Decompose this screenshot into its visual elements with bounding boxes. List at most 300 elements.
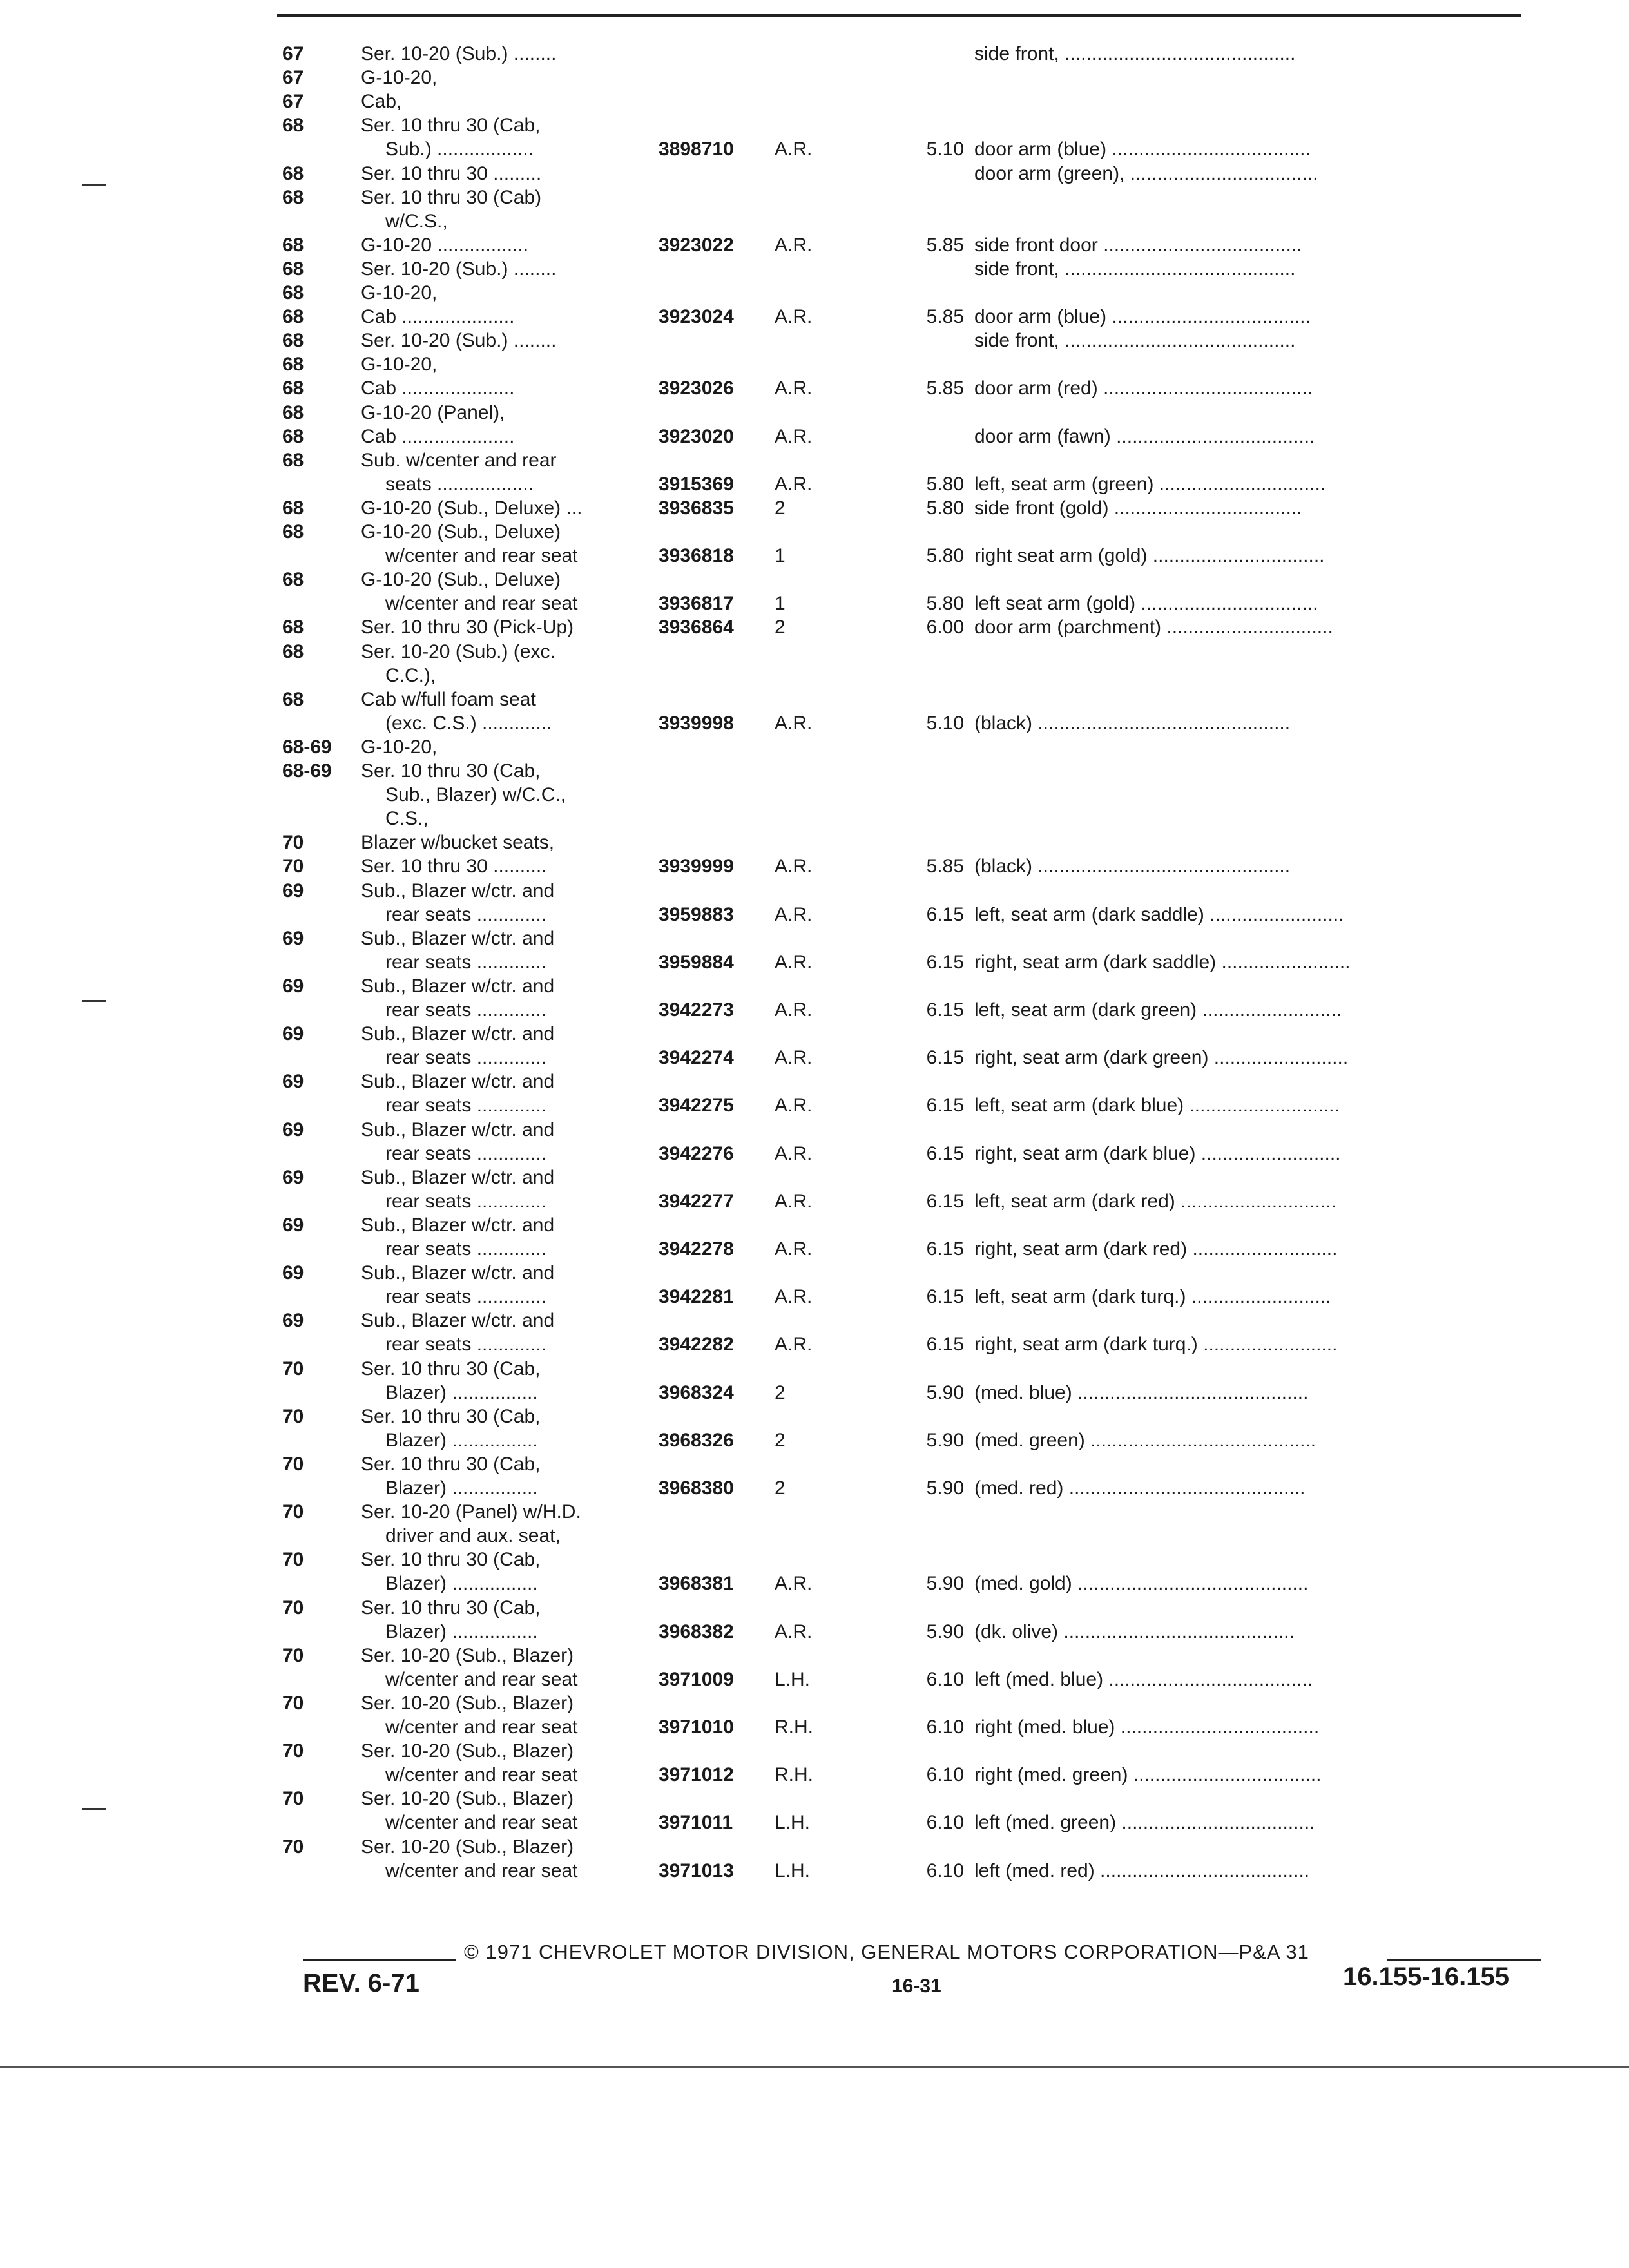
- description-cell: door arm (blue) .....................................: [974, 306, 1311, 328]
- model-cell: rear seats .............: [385, 1190, 547, 1212]
- parts-row: [277, 1475, 1540, 1501]
- year-cell: 68: [282, 258, 304, 280]
- parts-row: [277, 902, 1540, 928]
- model-cell: Ser. 10-20 (Sub., Blazer): [361, 1836, 574, 1858]
- part-number-cell: 3942274: [659, 1047, 734, 1069]
- parts-row: [277, 615, 1540, 640]
- parts-row: [277, 687, 1540, 713]
- model-cell: G-10-20 (Sub., Deluxe): [361, 569, 561, 591]
- quantity-cell: L.H.: [775, 1812, 811, 1834]
- quantity-cell: 1: [775, 593, 786, 615]
- parts-row: [277, 519, 1540, 545]
- description-cell: right (med. blue) .....................................: [974, 1716, 1320, 1738]
- price-cell: 6.15: [926, 903, 964, 925]
- parts-row: [277, 424, 1540, 450]
- model-cell: Sub., Blazer w/ctr. and: [361, 1071, 555, 1093]
- part-number-cell: 3968324: [659, 1381, 734, 1403]
- footer-rule-right: [1387, 1959, 1541, 1961]
- quantity-cell: A.R.: [775, 473, 813, 495]
- year-cell: 68: [282, 688, 304, 710]
- parts-row: [277, 567, 1540, 593]
- model-cell: (exc. C.S.) .............: [385, 712, 552, 734]
- parts-row: [277, 256, 1540, 282]
- model-cell: Blazer) ................: [385, 1477, 538, 1499]
- part-number-cell: 3968382: [659, 1620, 734, 1642]
- model-cell: G-10-20 (Sub., Deluxe) ...: [361, 497, 583, 519]
- description-cell: left, seat arm (dark saddle) .........................: [974, 903, 1344, 925]
- parts-row: [277, 400, 1540, 426]
- model-cell: Sub., Blazer w/ctr. and: [361, 927, 555, 949]
- part-number-cell: 3936835: [659, 497, 734, 519]
- description-cell: (dk. olive) ...........................................: [974, 1620, 1295, 1642]
- model-cell: Blazer) ................: [385, 1620, 538, 1642]
- model-cell: G-10-20 .................: [361, 234, 529, 256]
- year-cell: 68: [282, 330, 304, 352]
- margin-mark: [82, 1000, 106, 1002]
- quantity-cell: 2: [775, 1381, 786, 1403]
- parts-row: [277, 280, 1540, 306]
- description-cell: left, seat arm (dark red) .............................: [974, 1190, 1336, 1212]
- description-cell: door arm (green), ...................................: [974, 162, 1318, 184]
- year-cell: 70: [282, 1597, 304, 1619]
- model-cell: Ser. 10-20 (Sub., Blazer): [361, 1692, 574, 1714]
- parts-row: [277, 304, 1540, 330]
- bottom-rule: [0, 2066, 1629, 2068]
- quantity-cell: A.R.: [775, 425, 813, 447]
- model-cell: Ser. 10-20 (Sub., Blazer): [361, 1644, 574, 1666]
- part-number-cell: 3923022: [659, 234, 734, 256]
- year-cell: 68-69: [282, 736, 332, 758]
- page-number: 16-31: [892, 1975, 941, 1997]
- quantity-cell: R.H.: [775, 1764, 813, 1786]
- parts-row: [277, 1667, 1540, 1693]
- margin-mark: [82, 1808, 106, 1810]
- parts-row: [277, 113, 1540, 139]
- model-cell: rear seats .............: [385, 1142, 547, 1164]
- parts-row: [277, 1236, 1540, 1262]
- parts-row: [277, 806, 1540, 832]
- quantity-cell: 2: [775, 1429, 786, 1451]
- model-cell: w/center and rear seat: [385, 1812, 578, 1834]
- parts-row: [277, 495, 1540, 521]
- parts-row: [277, 41, 1540, 67]
- parts-row: [277, 1356, 1540, 1382]
- parts-row: [277, 1619, 1540, 1645]
- parts-row: [277, 1762, 1540, 1788]
- price-cell: 6.10: [926, 1764, 964, 1786]
- quantity-cell: A.R.: [775, 234, 813, 256]
- parts-row: [277, 1284, 1540, 1310]
- model-cell: Sub., Blazer w/ctr. and: [361, 1119, 555, 1140]
- part-number-cell: 3942275: [659, 1095, 734, 1117]
- year-cell: 68: [282, 401, 304, 423]
- model-cell: G-10-20,: [361, 282, 438, 303]
- price-cell: 5.90: [926, 1381, 964, 1403]
- quantity-cell: A.R.: [775, 856, 813, 878]
- parts-row: [277, 543, 1540, 569]
- description-cell: (black) ...............................................: [974, 856, 1291, 878]
- parts-row: [277, 1141, 1540, 1167]
- parts-row: [277, 1308, 1540, 1334]
- quantity-cell: A.R.: [775, 1620, 813, 1642]
- model-cell: Cab,: [361, 91, 402, 113]
- year-cell: 69: [282, 975, 304, 997]
- model-cell: rear seats .............: [385, 951, 547, 973]
- description-cell: left, seat arm (green) ...............................: [974, 473, 1326, 495]
- quantity-cell: A.R.: [775, 712, 813, 734]
- price-cell: 6.15: [926, 1286, 964, 1308]
- quantity-cell: A.R.: [775, 1286, 813, 1308]
- parts-row: [277, 1045, 1540, 1071]
- parts-row: [277, 328, 1540, 354]
- model-cell: G-10-20 (Sub., Deluxe): [361, 521, 561, 543]
- part-number-cell: 3942278: [659, 1238, 734, 1260]
- model-cell: Blazer) ................: [385, 1381, 538, 1403]
- parts-row: [277, 639, 1540, 665]
- model-cell: Sub., Blazer w/ctr. and: [361, 879, 555, 901]
- year-cell: 69: [282, 1023, 304, 1045]
- parts-row: [277, 472, 1540, 497]
- parts-row: [277, 1452, 1540, 1477]
- parts-row: [277, 89, 1540, 115]
- year-cell: 68-69: [282, 760, 332, 782]
- parts-row: [277, 1189, 1540, 1215]
- description-cell: right, seat arm (dark red) ...........................: [974, 1238, 1338, 1260]
- model-cell: Ser. 10 thru 30 (Cab,: [361, 1405, 541, 1427]
- part-number-cell: 3936817: [659, 593, 734, 615]
- model-cell: driver and aux. seat,: [385, 1525, 561, 1547]
- model-cell: Sub. w/center and rear: [361, 449, 557, 471]
- model-cell: Ser. 10-20 (Sub.) (exc.: [361, 640, 555, 662]
- year-cell: 70: [282, 832, 304, 854]
- model-cell: Ser. 10 thru 30 (Cab,: [361, 1453, 541, 1475]
- description-cell: right, seat arm (dark blue) ..........................: [974, 1142, 1341, 1164]
- model-cell: Ser. 10-20 (Sub., Blazer): [361, 1788, 574, 1810]
- model-cell: Blazer w/bucket seats,: [361, 832, 555, 854]
- parts-row: [277, 209, 1540, 235]
- model-cell: Ser. 10 thru 30 .........: [361, 162, 542, 184]
- year-cell: 68: [282, 640, 304, 662]
- price-cell: 6.15: [926, 1190, 964, 1212]
- quantity-cell: A.R.: [775, 139, 813, 160]
- part-number-cell: 3971009: [659, 1668, 734, 1690]
- price-cell: 6.00: [926, 617, 964, 639]
- year-cell: 68: [282, 306, 304, 328]
- year-cell: 70: [282, 1501, 304, 1523]
- model-cell: Blazer) ................: [385, 1429, 538, 1451]
- price-cell: 6.15: [926, 1334, 964, 1356]
- price-cell: 6.15: [926, 1142, 964, 1164]
- quantity-cell: A.R.: [775, 1047, 813, 1069]
- part-number-cell: 3898710: [659, 139, 734, 160]
- parts-row: [277, 1810, 1540, 1836]
- model-cell: w/center and rear seat: [385, 593, 578, 615]
- year-cell: 70: [282, 1692, 304, 1714]
- model-cell: w/center and rear seat: [385, 1860, 578, 1881]
- price-cell: 5.85: [926, 306, 964, 328]
- description-cell: side front, ...........................................: [974, 43, 1296, 64]
- year-cell: 68: [282, 449, 304, 471]
- quantity-cell: A.R.: [775, 1095, 813, 1117]
- price-cell: 5.10: [926, 712, 964, 734]
- year-cell: 69: [282, 1166, 304, 1188]
- part-number-cell: 3942276: [659, 1142, 734, 1164]
- copyright-notice: © 1971 CHEVROLET MOTOR DIVISION, GENERAL MOTORS CORPORATION—P&A 31: [464, 1941, 1309, 1963]
- description-cell: door arm (parchment) ...............................: [974, 617, 1333, 639]
- model-cell: rear seats .............: [385, 999, 547, 1021]
- parts-row: [277, 735, 1540, 760]
- price-cell: 5.85: [926, 234, 964, 256]
- model-cell: Sub., Blazer w/ctr. and: [361, 1310, 555, 1332]
- parts-row: [277, 878, 1540, 904]
- model-cell: Ser. 10 thru 30 ..........: [361, 856, 547, 878]
- part-number-cell: 3968380: [659, 1477, 734, 1499]
- part-number-cell: 3968381: [659, 1573, 734, 1595]
- model-cell: Sub., Blazer w/ctr. and: [361, 1214, 555, 1236]
- year-cell: 68: [282, 282, 304, 303]
- description-cell: (black) ...............................................: [974, 712, 1291, 734]
- part-number-cell: 3942281: [659, 1286, 734, 1308]
- description-cell: right, seat arm (dark saddle) ........................: [974, 951, 1351, 973]
- model-cell: Ser. 10 thru 30 (Cab,: [361, 1597, 541, 1619]
- model-cell: Blazer) ................: [385, 1573, 538, 1595]
- description-cell: (med. green) ..........................................: [974, 1429, 1316, 1451]
- year-cell: 69: [282, 1119, 304, 1140]
- parts-row: [277, 950, 1540, 975]
- part-number-cell: 3923020: [659, 425, 734, 447]
- parts-row: [277, 1380, 1540, 1406]
- year-cell: 68: [282, 354, 304, 376]
- model-cell: Cab .....................: [361, 425, 515, 447]
- part-number-cell: 3923026: [659, 378, 734, 399]
- parts-row: [277, 1858, 1540, 1884]
- year-cell: 67: [282, 91, 304, 113]
- year-cell: 68: [282, 569, 304, 591]
- model-cell: rear seats .............: [385, 1334, 547, 1356]
- description-cell: left (med. green) ....................................: [974, 1812, 1315, 1834]
- quantity-cell: A.R.: [775, 999, 813, 1021]
- price-cell: 6.15: [926, 1095, 964, 1117]
- description-cell: left, seat arm (dark green) ..........................: [974, 999, 1342, 1021]
- model-cell: C.C.),: [385, 664, 436, 686]
- parts-row: [277, 1499, 1540, 1525]
- model-cell: Sub.) ..................: [385, 139, 534, 160]
- part-number-cell: 3971010: [659, 1716, 734, 1738]
- model-cell: rear seats .............: [385, 1047, 547, 1069]
- model-cell: C.S.,: [385, 808, 429, 830]
- model-cell: w/center and rear seat: [385, 1716, 578, 1738]
- price-cell: 5.80: [926, 593, 964, 615]
- price-cell: 6.10: [926, 1716, 964, 1738]
- quantity-cell: 2: [775, 617, 786, 639]
- year-cell: 70: [282, 1358, 304, 1379]
- model-cell: G-10-20,: [361, 736, 438, 758]
- model-cell: Ser. 10 thru 30 (Cab,: [361, 760, 541, 782]
- part-number-cell: 3942277: [659, 1190, 734, 1212]
- quantity-cell: A.R.: [775, 378, 813, 399]
- price-cell: 5.85: [926, 856, 964, 878]
- price-cell: 5.80: [926, 545, 964, 567]
- model-cell: rear seats .............: [385, 1286, 547, 1308]
- model-cell: G-10-20,: [361, 354, 438, 376]
- parts-row: [277, 352, 1540, 378]
- parts-row: [277, 1691, 1540, 1716]
- model-cell: Cab .....................: [361, 306, 515, 328]
- year-cell: 69: [282, 1262, 304, 1284]
- parts-row: [277, 830, 1540, 856]
- quantity-cell: A.R.: [775, 1190, 813, 1212]
- part-number-cell: 3942273: [659, 999, 734, 1021]
- price-cell: 6.10: [926, 1860, 964, 1881]
- year-cell: 68: [282, 378, 304, 399]
- description-cell: side front (gold) ...................................: [974, 497, 1302, 519]
- description-cell: left (med. blue) ......................................: [974, 1668, 1313, 1690]
- part-number-cell: 3959883: [659, 903, 734, 925]
- model-cell: G-10-20,: [361, 67, 438, 89]
- part-number-cell: 3971011: [659, 1812, 733, 1834]
- price-cell: 5.80: [926, 473, 964, 495]
- parts-row: [277, 1643, 1540, 1669]
- quantity-cell: 2: [775, 497, 786, 519]
- description-cell: side front, ...........................................: [974, 258, 1296, 280]
- parts-row: [277, 1260, 1540, 1286]
- parts-row: [277, 161, 1540, 187]
- description-cell: left, seat arm (dark blue) ............................: [974, 1095, 1340, 1117]
- description-cell: left (med. red) .......................................: [974, 1860, 1310, 1881]
- year-cell: 68: [282, 617, 304, 639]
- description-cell: side front door .....................................: [974, 234, 1302, 256]
- description-cell: (med. gold) ...........................................: [974, 1573, 1309, 1595]
- price-cell: 5.90: [926, 1477, 964, 1499]
- model-cell: Ser. 10-20 (Sub., Blazer): [361, 1740, 574, 1762]
- parts-row: [277, 1213, 1540, 1238]
- parts-row: [277, 1332, 1540, 1358]
- quantity-cell: A.R.: [775, 1334, 813, 1356]
- model-cell: Cab w/full foam seat: [361, 688, 536, 710]
- margin-mark: [82, 184, 106, 186]
- price-cell: 5.90: [926, 1429, 964, 1451]
- year-cell: 69: [282, 879, 304, 901]
- parts-row: [277, 1093, 1540, 1119]
- parts-row: [277, 997, 1540, 1023]
- part-number-cell: 3942282: [659, 1334, 734, 1356]
- year-cell: 69: [282, 927, 304, 949]
- year-cell: 69: [282, 1214, 304, 1236]
- parts-row: [277, 1165, 1540, 1191]
- parts-row: [277, 854, 1540, 879]
- part-number-cell: 3971013: [659, 1860, 734, 1881]
- model-cell: seats ..................: [385, 473, 534, 495]
- parts-row: [277, 1738, 1540, 1764]
- model-cell: w/center and rear seat: [385, 545, 578, 567]
- quantity-cell: R.H.: [775, 1716, 813, 1738]
- year-cell: 70: [282, 1453, 304, 1475]
- parts-row: [277, 1834, 1540, 1860]
- year-cell: 68: [282, 186, 304, 208]
- model-cell: Sub., Blazer w/ctr. and: [361, 1166, 555, 1188]
- parts-row: [277, 974, 1540, 999]
- model-cell: Ser. 10 thru 30 (Cab,: [361, 1358, 541, 1379]
- year-cell: 68: [282, 497, 304, 519]
- model-cell: Sub., Blazer w/ctr. and: [361, 1023, 555, 1045]
- description-cell: left seat arm (gold) .................................: [974, 593, 1318, 615]
- price-cell: 6.10: [926, 1668, 964, 1690]
- parts-row: [277, 1715, 1540, 1740]
- year-cell: 70: [282, 856, 304, 878]
- model-cell: rear seats .............: [385, 1095, 547, 1117]
- description-cell: door arm (blue) .....................................: [974, 139, 1311, 160]
- parts-row: [277, 1786, 1540, 1812]
- price-cell: 6.15: [926, 1047, 964, 1069]
- year-cell: 70: [282, 1549, 304, 1571]
- model-cell: Cab .....................: [361, 378, 515, 399]
- year-cell: 68: [282, 425, 304, 447]
- part-number-cell: 3959884: [659, 951, 734, 973]
- parts-row: [277, 65, 1540, 91]
- price-cell: 6.15: [926, 1238, 964, 1260]
- part-number-cell: 3939998: [659, 712, 734, 734]
- year-cell: 67: [282, 67, 304, 89]
- parts-row: [277, 376, 1540, 401]
- year-cell: 70: [282, 1405, 304, 1427]
- model-cell: rear seats .............: [385, 1238, 547, 1260]
- model-cell: Sub., Blazer w/ctr. and: [361, 1262, 555, 1284]
- quantity-cell: A.R.: [775, 306, 813, 328]
- parts-row: [277, 1547, 1540, 1573]
- description-cell: (med. blue) ...........................................: [974, 1381, 1309, 1403]
- description-cell: left, seat arm (dark turq.) ..........................: [974, 1286, 1331, 1308]
- price-cell: 6.10: [926, 1812, 964, 1834]
- model-cell: Ser. 10-20 (Panel) w/H.D.: [361, 1501, 581, 1523]
- part-number-cell: 3915369: [659, 473, 734, 495]
- model-cell: Ser. 10-20 (Sub.) ........: [361, 258, 557, 280]
- parts-row: [277, 1523, 1540, 1549]
- model-cell: Sub., Blazer) w/C.C.,: [385, 784, 566, 806]
- footer-rule-left: [303, 1959, 456, 1961]
- parts-row: [277, 1021, 1540, 1047]
- model-cell: Ser. 10 thru 30 (Cab): [361, 186, 542, 208]
- quantity-cell: L.H.: [775, 1668, 811, 1690]
- quantity-cell: A.R.: [775, 1573, 813, 1595]
- description-cell: right seat arm (gold) ................................: [974, 545, 1325, 567]
- description-cell: door arm (red) .......................................: [974, 378, 1313, 399]
- year-cell: 70: [282, 1836, 304, 1858]
- quantity-cell: A.R.: [775, 1238, 813, 1260]
- model-cell: w/center and rear seat: [385, 1764, 578, 1786]
- model-cell: G-10-20 (Panel),: [361, 401, 505, 423]
- parts-row: [277, 1428, 1540, 1454]
- year-cell: 70: [282, 1740, 304, 1762]
- revision-label: REV. 6-71: [303, 1969, 419, 1997]
- quantity-cell: 1: [775, 545, 786, 567]
- parts-row: [277, 663, 1540, 689]
- year-cell: 70: [282, 1644, 304, 1666]
- year-cell: 68: [282, 234, 304, 256]
- parts-row: [277, 758, 1540, 784]
- quantity-cell: L.H.: [775, 1860, 811, 1881]
- model-cell: w/center and rear seat: [385, 1668, 578, 1690]
- model-cell: Ser. 10 thru 30 (Cab,: [361, 1549, 541, 1571]
- model-cell: w/C.S.,: [385, 210, 448, 232]
- section-range: 16.155-16.155: [1343, 1963, 1510, 1991]
- quantity-cell: A.R.: [775, 903, 813, 925]
- part-number-cell: 3923024: [659, 306, 734, 328]
- part-number-cell: 3939999: [659, 856, 734, 878]
- parts-row: [277, 711, 1540, 736]
- model-cell: Sub., Blazer w/ctr. and: [361, 975, 555, 997]
- description-cell: right (med. green) ...................................: [974, 1764, 1322, 1786]
- part-number-cell: 3971012: [659, 1764, 734, 1786]
